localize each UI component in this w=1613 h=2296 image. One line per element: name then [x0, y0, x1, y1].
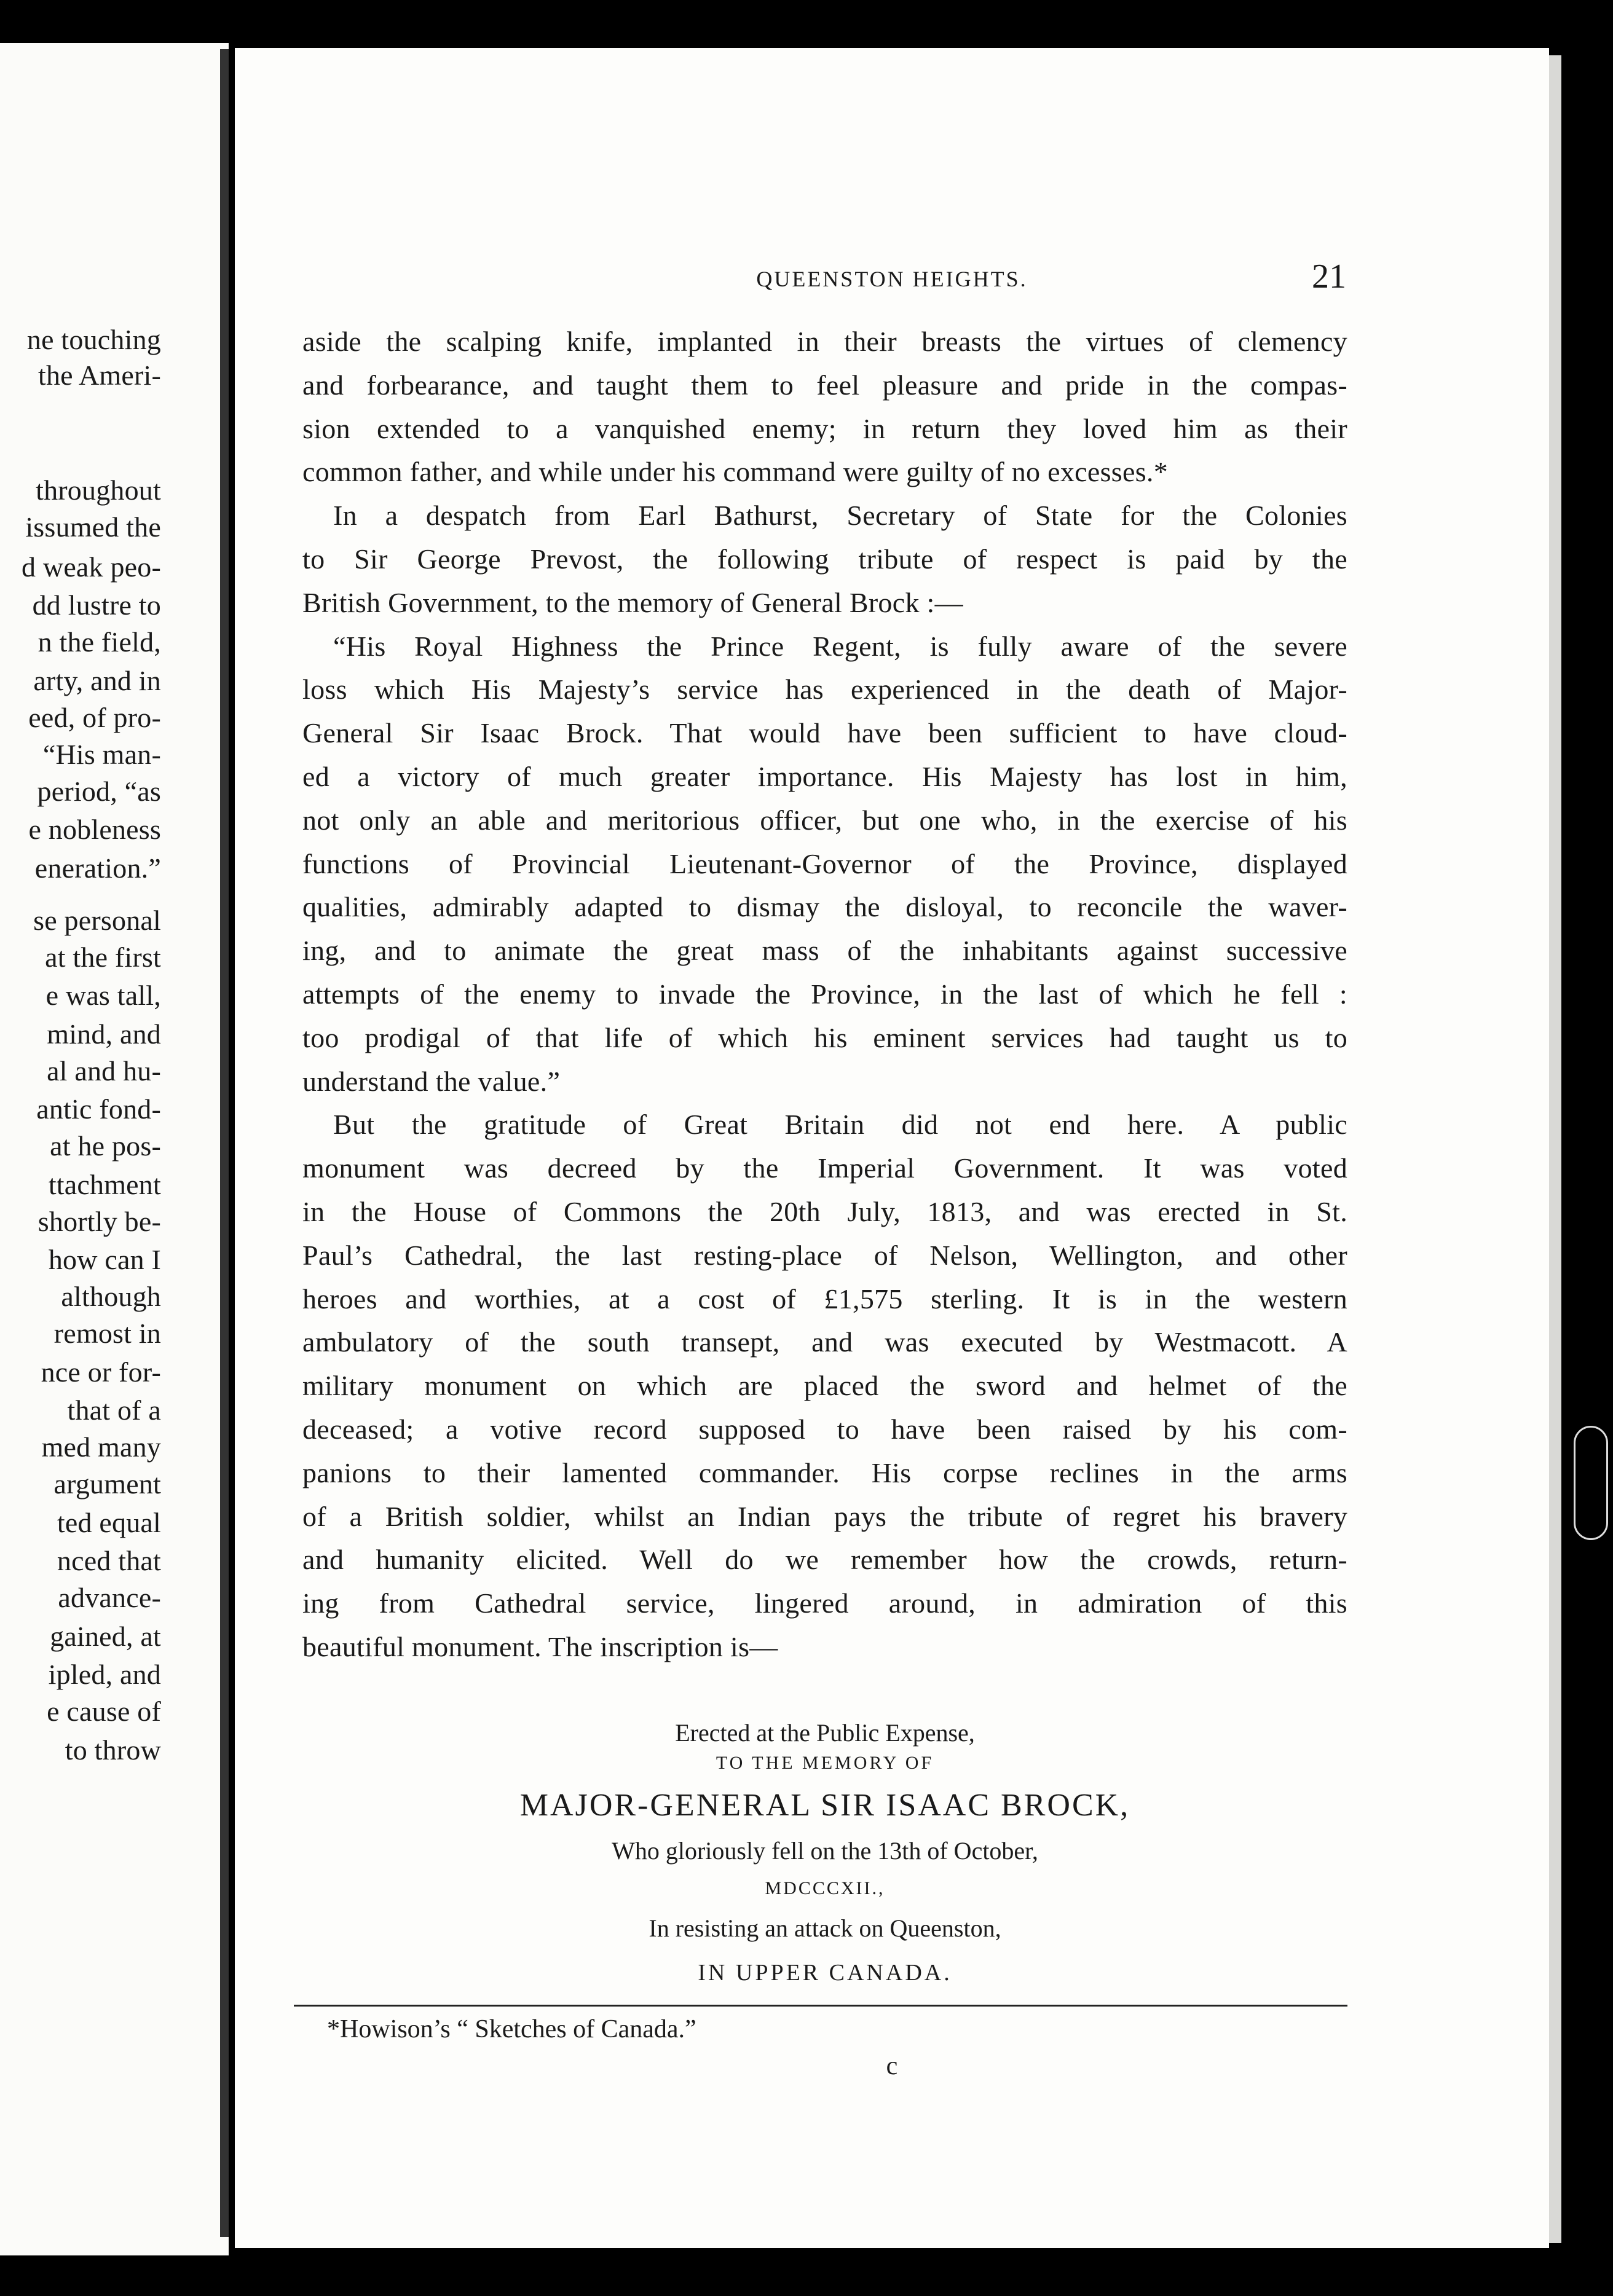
body-text-line: qualities, admirably adapted to dismay the disloyal, to reconcile the waver-: [302, 891, 1347, 922]
left-page-line: ne touching: [26, 324, 161, 355]
body-text-line: beautiful monument. The inscription is—: [302, 1631, 778, 1662]
left-page-line: mind, and: [47, 1018, 161, 1050]
left-page-line: nce or for-: [41, 1356, 161, 1388]
left-page-line: med many: [41, 1431, 161, 1463]
body-text-line: sion extended to a vanquished enemy; in return they loved him as their: [302, 413, 1347, 444]
inscription-line-6: In resisting an attack on Queenston,: [649, 1914, 1001, 1942]
footnote-rule: [294, 2005, 1347, 2007]
left-page-line: shortly be-: [37, 1206, 161, 1237]
body-text-line: in the House of Commons the 20th July, 1813, and was erected in St.: [302, 1196, 1347, 1227]
left-page-line: al and hu-: [47, 1055, 161, 1087]
left-page-line: e nobleness: [28, 814, 161, 845]
body-text-line: to Sir George Prevost, the following tribute of respect is paid by the: [302, 543, 1347, 575]
left-page-line: d weak peo-: [22, 551, 161, 583]
left-page-line: “His man-: [42, 739, 161, 770]
left-page-line: gained, at: [50, 1621, 161, 1652]
left-page-line: at he pos-: [50, 1130, 161, 1162]
left-page-line: argument: [53, 1468, 161, 1500]
body-text-line: ed a victory of much greater importance. His Majesty has lost in him,: [302, 761, 1347, 792]
body-text-line: and forbearance, and taught them to feel pleasure and pride in the compas-: [302, 369, 1347, 401]
left-page-line: to throw: [65, 1734, 161, 1766]
inscription-line-4: Who gloriously fell on the 13th of October,: [612, 1837, 1038, 1865]
left-page-line: although: [61, 1281, 161, 1312]
right-page: [235, 48, 1549, 2248]
body-text-line: not only an able and meritorious officer, but one who, in the exercise of his: [302, 804, 1347, 836]
body-text-line: panions to their lamented commander. His corpse reclines in the arms: [302, 1457, 1347, 1488]
left-page-line: ttachment: [48, 1169, 161, 1200]
body-text-line: military monument on which are placed the sword and helmet of the: [302, 1370, 1347, 1401]
body-text-line: common father, and while under his command were guilty of no excesses.*: [302, 456, 1169, 487]
left-page-line: advance-: [58, 1582, 161, 1613]
left-page-line: how can I: [48, 1244, 161, 1275]
inscription-line-5: MDCCCXII.,: [765, 1878, 885, 1898]
page-clip-mark: [1574, 1426, 1608, 1540]
body-text-line: understand the value.”: [302, 1066, 561, 1097]
body-text-line: too prodigal of that life of which his eminent services had taught us to: [302, 1022, 1347, 1053]
body-text-line: attempts of the enemy to invade the Province, in the last of which he fell :: [302, 978, 1347, 1010]
left-page-line: eneration.”: [34, 852, 161, 884]
left-page-line: issumed the: [25, 511, 161, 543]
left-page-line: the Ameri-: [38, 360, 161, 391]
body-text-line: deceased; a votive record supposed to have been raised by his com-: [302, 1413, 1347, 1445]
body-text-line: British Government, to the memory of General Brock :—: [302, 587, 963, 618]
left-page-line: ted equal: [57, 1507, 161, 1538]
body-text-line: heroes and worthies, at a cost of £1,575 sterling. It is in the western: [302, 1283, 1347, 1315]
left-page-line: period, “as: [37, 776, 161, 807]
body-text-line: aside the scalping knife, implanted in their breasts the virtues of clemency: [302, 326, 1347, 357]
body-text-line: monument was decreed by the Imperial Government. It was voted: [302, 1152, 1347, 1184]
left-page-line: throughout: [36, 474, 161, 506]
page-number: 21: [1312, 258, 1346, 296]
body-text-line: functions of Provincial Lieutenant-Governor of the Province, displayed: [302, 848, 1347, 879]
running-head: QUEENSTON HEIGHTS.: [756, 267, 1028, 291]
left-page-line: ipled, and: [48, 1659, 161, 1690]
inscription-line-3: MAJOR-GENERAL SIR ISAAC BROCK,: [519, 1788, 1130, 1823]
left-page-line: e was tall,: [45, 980, 161, 1011]
signature-mark: c: [886, 2052, 898, 2080]
body-text-line: But the gratitude of Great Britain did not end here. A public: [333, 1109, 1347, 1140]
inscription-line-2: TO THE MEMORY OF: [716, 1753, 934, 1773]
inscription-line-1: Erected at the Public Expense,: [675, 1719, 975, 1747]
body-text-line: General Sir Isaac Brock. That would have been sufficient to have cloud-: [302, 717, 1347, 749]
body-text-line: ing from Cathedral service, lingered around, in admiration of this: [302, 1587, 1347, 1619]
left-page-line: nced that: [57, 1545, 161, 1576]
book-gutter: [220, 49, 229, 2237]
body-text-line: In a despatch from Earl Bathurst, Secretary of State for the Colonies: [333, 500, 1347, 531]
left-page-line: that of a: [67, 1394, 161, 1426]
left-page-line: n the field,: [37, 626, 161, 658]
left-page-line: dd lustre to: [32, 589, 161, 621]
body-text-line: Paul’s Cathedral, the last resting-place of Nelson, Wellington, and other: [302, 1240, 1347, 1271]
left-page-line: se personal: [33, 905, 161, 936]
body-text-line: ambulatory of the south transept, and was executed by Westmacott. A: [302, 1326, 1347, 1358]
left-page-line: at the first: [45, 942, 161, 973]
left-page-line: antic fond-: [36, 1093, 161, 1125]
body-text-line: loss which His Majesty’s service has experienced in the death of Major-: [302, 674, 1347, 705]
body-text-line: and humanity elicited. Well do we remember how the crowds, return-: [302, 1544, 1347, 1575]
left-page-line: remost in: [53, 1318, 161, 1349]
left-facing-page: [0, 43, 229, 2255]
inscription-line-7: IN UPPER CANADA.: [698, 1960, 952, 1986]
footnote: *Howison’s “ Sketches of Canada.”: [327, 2015, 696, 2043]
body-text-line: “His Royal Highness the Prince Regent, is fully aware of the severe: [333, 631, 1347, 662]
left-page-line: arty, and in: [33, 665, 161, 696]
left-page-line: eed, of pro-: [28, 702, 161, 733]
left-page-line: e cause of: [47, 1696, 161, 1727]
page-edge: [1549, 55, 1561, 2243]
body-text-line: of a British soldier, whilst an Indian pays the tribute of regret his bravery: [302, 1501, 1347, 1532]
body-text-line: ing, and to animate the great mass of the inhabitants against successive: [302, 935, 1347, 966]
